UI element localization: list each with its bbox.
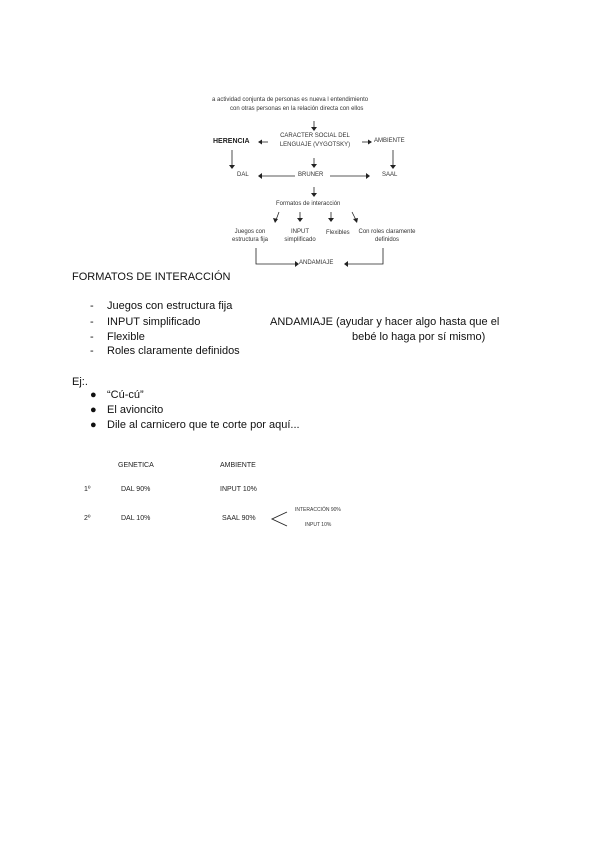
node-herencia: HERENCIA <box>213 138 250 145</box>
bullet-item: “Cú-cú” <box>107 389 144 401</box>
section-title: FORMATOS DE INTERACCIÓN <box>72 271 231 283</box>
bullet-item: Dile al carnicero que te corte por aquí... <box>107 419 300 431</box>
bullet-item: El avioncito <box>107 404 164 416</box>
node-roles-line2: definidos <box>374 237 400 243</box>
node-input-line1: INPUT <box>291 229 309 235</box>
diagram-top-line2: con otras personas en la relación directa con ellos <box>230 106 364 112</box>
dash-list-item: - <box>90 316 94 328</box>
diagram-top-line1: a actividad conjunta de personas es nueva l entendimiento <box>212 97 369 103</box>
table-header-ambiente: AMBIENTE <box>220 462 256 469</box>
dash-list-item: - <box>90 331 94 343</box>
dash-list-item: - <box>90 345 94 357</box>
dash-list-item-text: Flexible <box>107 331 145 343</box>
table-row2-label: 2º <box>84 515 91 522</box>
bullet-dot: ● <box>90 419 97 431</box>
table-row2-genetica: DAL 10% <box>121 515 151 522</box>
node-juegos-line2: estructura fija <box>231 237 268 243</box>
node-juegos-line1: Juegos con <box>234 229 266 235</box>
node-caracter-line2: LENGUAJE (VYGOTSKY) <box>279 142 351 148</box>
table-row2-ambiente: SAAL 90% <box>222 515 256 522</box>
node-flexibles: Flexibles <box>326 230 350 236</box>
node-bruner: BRUNER <box>298 172 324 178</box>
table-header-genetica: GENETICA <box>118 462 154 469</box>
dash-list-item-text: Juegos con estructura fija <box>107 300 233 312</box>
dash-list-item-text: INPUT simplificado <box>107 316 201 328</box>
table-row1-ambiente: INPUT 10% <box>220 486 257 493</box>
node-ambiente: AMBIENTE <box>374 138 405 144</box>
table-row1-label: 1º <box>84 486 91 493</box>
ej-label: Ej:. <box>72 376 88 388</box>
node-input-line2: simplificado <box>284 237 316 243</box>
bullet-dot: ● <box>90 389 97 401</box>
node-caracter-line1: CARACTER SOCIAL DEL <box>280 133 350 139</box>
node-dal: DAL <box>237 172 249 178</box>
dash-list-item: - <box>90 300 94 312</box>
bullet-dot: ● <box>90 404 97 416</box>
branch-bottom: INPUT 10% <box>305 522 332 528</box>
node-roles-line1: Con roles claramente <box>358 229 416 235</box>
andamiaje-note-line1: ANDAMIAJE (ayudar y hacer algo hasta que el <box>270 316 500 328</box>
node-saal: SAAL <box>382 172 398 178</box>
branch-top: INTERACCIÓN 90% <box>295 507 341 513</box>
dash-list-item-text: Roles claramente definidos <box>107 345 240 357</box>
node-formatos: Formatos de interacción <box>276 201 341 207</box>
andamiaje-note-line2: bebé lo haga por sí mismo) <box>352 331 486 343</box>
table-row1-genetica: DAL 90% <box>121 486 151 493</box>
node-andamiaje: ANDAMIAJE <box>299 260 334 266</box>
